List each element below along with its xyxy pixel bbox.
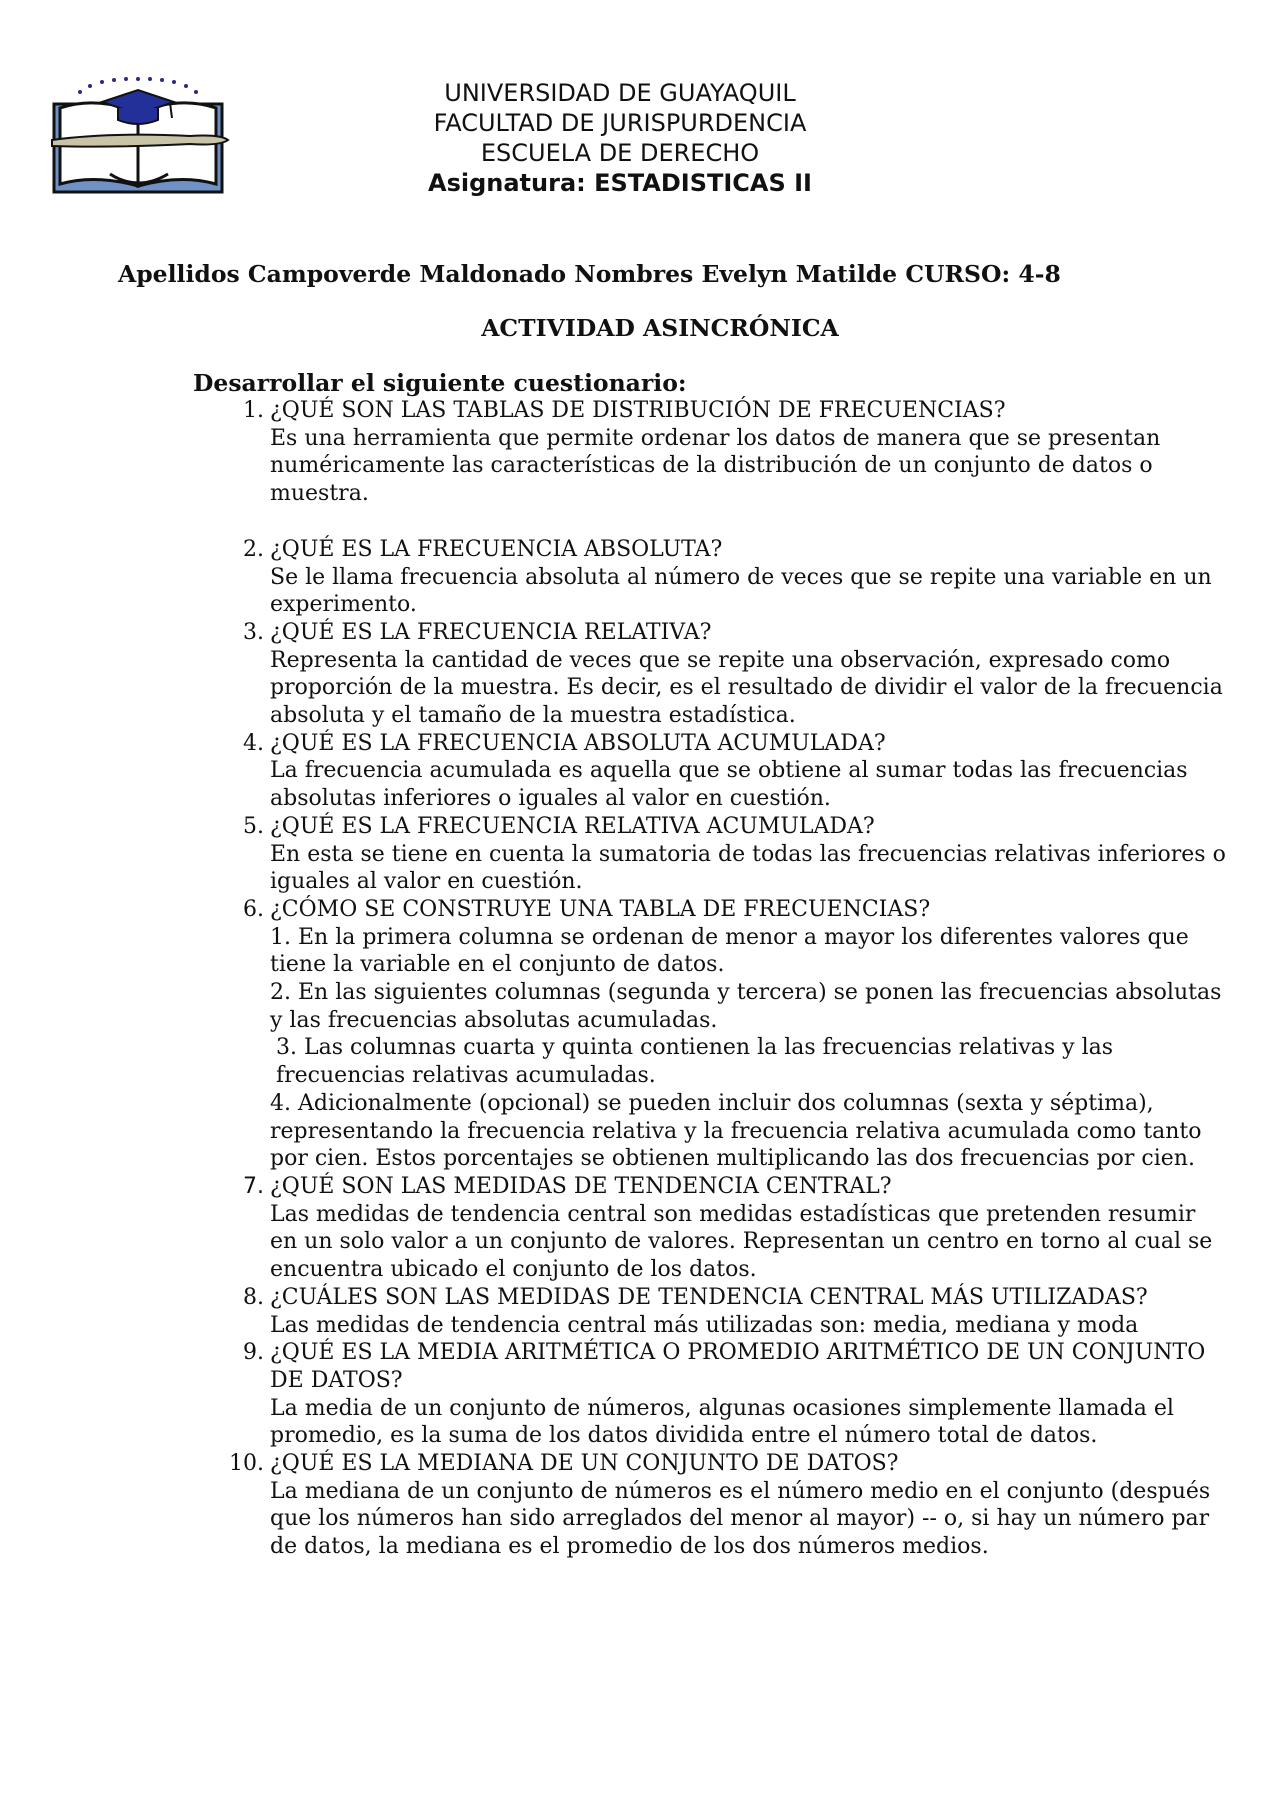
question-number: 5. — [243, 813, 264, 839]
list-item — [228, 896, 1228, 1173]
list-item — [228, 619, 1228, 730]
list-item — [228, 730, 1228, 813]
student-info-line: Apellidos Campoverde Maldonado Nombres Evelyn Matilde CURSO: 4-8 — [118, 260, 1061, 288]
university-logo — [50, 74, 232, 202]
list-item — [228, 813, 1228, 896]
question-text: ¿QUÉ ES LA MEDIANA DE UN CONJUNTO DE DATOS? — [270, 1451, 899, 1477]
question-text: ¿CÓMO SE CONSTRUYE UNA TABLA DE FRECUENCIAS? — [270, 896, 931, 922]
list-item — [228, 397, 1228, 508]
list-item — [228, 1173, 1228, 1284]
answer-text: Las medidas de tendencia central más utilizadas son: media, mediana y moda — [270, 1312, 1139, 1338]
answer-step: 3. Las columnas cuarta y quinta contienen la las frecuencias relativas y las frecuencias relativas acumuladas. — [276, 1035, 1114, 1089]
question-number: 9. — [243, 1340, 264, 1366]
school-name: ESCUELA DE DERECHO — [480, 139, 760, 167]
activity-title: ACTIVIDAD ASINCRÓNICA — [481, 314, 839, 342]
question-number: 6. — [243, 896, 264, 922]
answer-text: La media de un conjunto de números, algunas ocasiones simplemente llamada el promedio, es la suma de los datos dividida entre el número total de datos. — [270, 1395, 1174, 1449]
question-text: ¿QUÉ ES LA FRECUENCIA RELATIVA ACUMULADA? — [270, 813, 875, 839]
answer-text: En esta se tiene en cuenta la sumatoria de todas las frecuencias relativas inferiores o iguales al valor en cuestión. — [270, 841, 1226, 895]
answer-text: Se le llama frecuencia absoluta al número de veces que se repite una variable en un experimento. — [270, 564, 1212, 618]
question-number: 3. — [243, 619, 264, 645]
questionnaire-list — [228, 397, 1228, 1561]
question-text: ¿CUÁLES SON LAS MEDIDAS DE TENDENCIA CENTRAL MÁS UTILIZADAS? — [270, 1284, 1148, 1310]
list-item — [228, 1450, 1228, 1561]
question-number: 7. — [243, 1173, 264, 1199]
list-item — [228, 1284, 1228, 1339]
answer-text: La frecuencia acumulada es aquella que se obtiene al sumar todas las frecuencias absolutas inferiores o iguales al valor en cuestión. — [270, 758, 1188, 812]
answer-text: Representa la cantidad de veces que se repite una observación, expresado como proporción de la muestra. Es decir, es el resultado de dividir el valor de la frecuencia absoluta y el tamaño de la muestra estadística. — [270, 647, 1223, 729]
question-text: ¿QUÉ ES LA FRECUENCIA RELATIVA? — [270, 619, 712, 645]
list-item — [228, 536, 1228, 619]
faculty-name: FACULTAD DE JURISPURDENCIA — [433, 109, 807, 137]
answer-step: 4. Adicionalmente (opcional) se pueden incluir dos columnas (sexta y séptima), representando la frecuencia relativa y la frecuencia relativa acumulada como tanto por cien. Estos porcentajes se obtienen multiplicando las dos frecuencias por cien. — [270, 1090, 1202, 1172]
question-text: ¿QUÉ SON LAS TABLAS DE DISTRIBUCIÓN DE FRECUENCIAS? — [270, 398, 1006, 423]
document-header — [360, 78, 880, 198]
answer-text: Es una herramienta que permite ordenar los datos de manera que se presentan numéricamente las características de la distribución de un conjunto de datos o muestra. — [270, 425, 1161, 507]
answer-step: 1. En la primera columna se ordenan de menor a mayor los diferentes valores que tiene la variable en el conjunto de datos. — [270, 924, 1189, 978]
list-item — [228, 1339, 1228, 1450]
question-text: ¿QUÉ ES LA MEDIA ARITMÉTICA O PROMEDIO ARITMÉTICO DE UN CONJUNTO DE DATOS? — [270, 1340, 1206, 1393]
question-number: 10. — [229, 1451, 264, 1477]
university-name: UNIVERSIDAD DE GUAYAQUIL — [444, 79, 796, 107]
question-text: ¿QUÉ SON LAS MEDIDAS DE TENDENCIA CENTRAL? — [270, 1173, 892, 1199]
question-number: 2. — [243, 536, 264, 562]
answer-text: La mediana de un conjunto de números es el número medio en el conjunto (después que los números han sido arreglados del menor al mayor) -- o, si hay un número par de datos, la mediana es el promedio de los dos números medios. — [270, 1478, 1211, 1560]
instructions-heading: Desarrollar el siguiente cuestionario: — [193, 369, 687, 397]
question-number: 1. — [243, 398, 264, 423]
question-number: 8. — [243, 1284, 264, 1310]
question-text: ¿QUÉ ES LA FRECUENCIA ABSOLUTA ACUMULADA? — [270, 730, 886, 756]
question-text: ¿QUÉ ES LA FRECUENCIA ABSOLUTA? — [270, 536, 723, 562]
answer-text: Las medidas de tendencia central son medidas estadísticas que pretenden resumir en un solo valor a un conjunto de valores. Representan un centro en torno al cual se encuentra ubicado el conjunto de los datos. — [270, 1201, 1213, 1283]
subject-name: Asignatura: ESTADISTICAS II — [428, 169, 812, 197]
answer-step: 2. En las siguientes columnas (segunda y tercera) se ponen las frecuencias absolutas y las frecuencias absolutas acumuladas. — [270, 980, 1222, 1033]
question-number: 4. — [243, 730, 264, 756]
